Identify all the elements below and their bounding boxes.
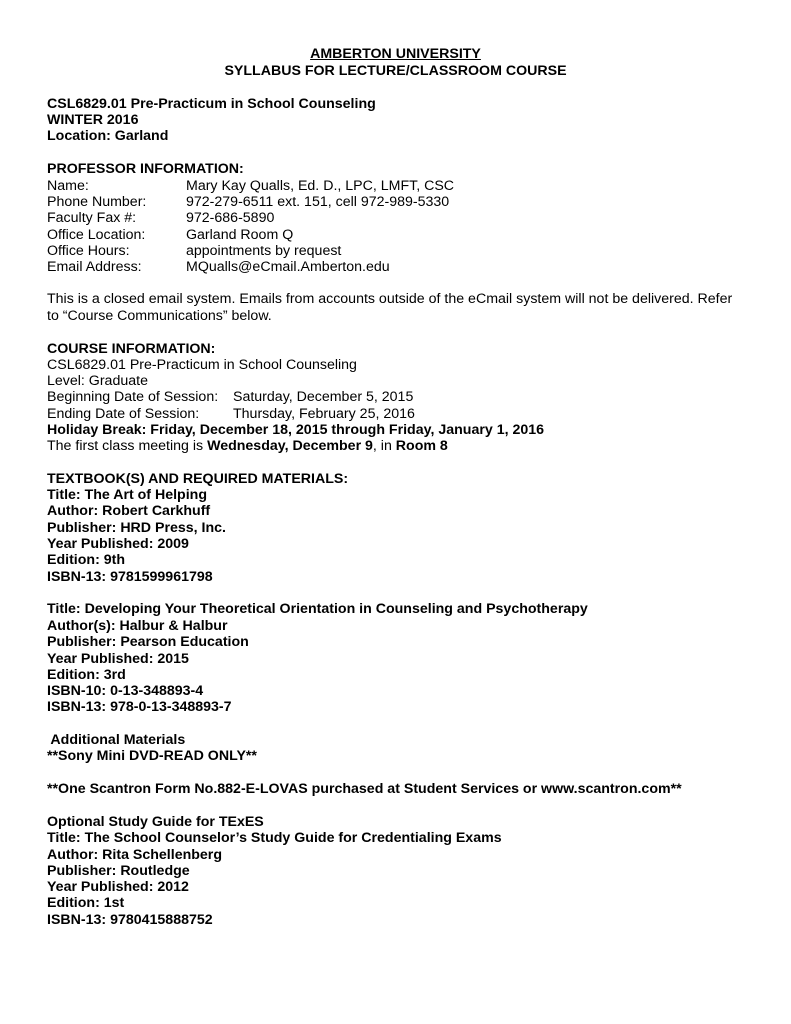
professor-row [47, 227, 293, 243]
book2-line: Publisher: Pearson Education [47, 634, 249, 650]
optional-guide-line: Author: Rita Schellenberg [47, 847, 222, 863]
additional-materials-heading: Additional Materials [47, 732, 186, 748]
course-begin-date [47, 389, 413, 405]
course-code-name: CSL6829.01 Pre-Practicum in School Counseling [47, 96, 376, 112]
course-location: Location: Garland [47, 128, 169, 144]
course-info-course: CSL6829.01 Pre-Practicum in School Counseling [47, 357, 357, 373]
book2-line: Title: Developing Your Theoretical Orientation in Counseling and Psychotherapy [47, 601, 588, 617]
book1-line: Author: Robert Carkhuff [47, 503, 211, 519]
professor-row-value: Mary Kay Qualls, Ed. D., LPC, LMFT, CSC [186, 178, 455, 194]
professor-row-label: Office Location: [47, 227, 146, 243]
professor-row-label: Email Address: [47, 259, 142, 275]
professor-row-value: Garland Room Q [186, 227, 294, 243]
first-class-date: Wednesday, December 9 [207, 438, 373, 454]
university-name: AMBERTON UNIVERSITY [310, 46, 481, 62]
course-end-date [47, 406, 415, 422]
first-class-prefix: The first class meeting is [47, 438, 208, 454]
professor-row-label: Office Hours: [47, 243, 130, 259]
optional-guide-line: ISBN-13: 9780415888752 [47, 912, 213, 928]
professor-row-value: 972-686-5890 [186, 210, 275, 226]
course-info-heading: COURSE INFORMATION: [47, 341, 216, 357]
optional-guide-line: Publisher: Routledge [47, 863, 190, 879]
professor-row-value: appointments by request [186, 243, 342, 259]
begin-date-value: Saturday, December 5, 2015 [233, 389, 414, 405]
optional-guide-line: Edition: 1st [47, 895, 125, 911]
holiday-break: Holiday Break: Friday, December 18, 2015 through Friday, January 1, 2016 [47, 422, 545, 438]
book2-line: ISBN-10: 0-13-348893-4 [47, 683, 204, 699]
optional-guide-line: Year Published: 2012 [47, 879, 189, 895]
professor-row [47, 194, 449, 210]
syllabus-title: SYLLABUS FOR LECTURE/CLASSROOM COURSE [224, 63, 567, 79]
book1-line: Year Published: 2009 [47, 536, 189, 552]
email-note-line: to “Course Communications” below. [47, 308, 272, 324]
book2-line: Author(s): Halbur & Halbur [47, 618, 228, 634]
optional-guide-line: Title: The School Counselor’s Study Guide for Credentialing Exams [47, 830, 502, 846]
first-class-mid: , in [372, 438, 396, 454]
professor-row-label: Phone Number: [47, 194, 147, 210]
professor-row-value: 972-279-6511 ext. 151, cell 972-989-5330 [186, 194, 450, 210]
book1-line: Title: The Art of Helping [47, 487, 207, 503]
professor-heading: PROFESSOR INFORMATION: [47, 161, 244, 177]
textbooks-heading: TEXTBOOK(S) AND REQUIRED MATERIALS: [47, 471, 349, 487]
end-date-value: Thursday, February 25, 2016 [233, 406, 415, 422]
professor-row-value[interactable]: MQualls@eCmail.Amberton.edu [186, 259, 390, 275]
professor-row-label: Faculty Fax #: [47, 210, 137, 226]
professor-row [47, 259, 390, 275]
book2-line: Edition: 3rd [47, 667, 126, 683]
end-date-label: Ending Date of Session: [47, 406, 200, 422]
professor-row [47, 210, 274, 226]
professor-row [47, 243, 341, 259]
email-note-line: This is a closed email system. Emails from accounts outside of the eCmail system will not be delivered. Refer [47, 291, 733, 307]
book2-line: ISBN-13: 978-0-13-348893-7 [47, 699, 232, 715]
optional-guide-line: Optional Study Guide for TExES [47, 814, 264, 830]
first-class-meeting [47, 438, 448, 454]
book1-line: Publisher: HRD Press, Inc. [47, 520, 226, 536]
course-info-level: Level: Graduate [47, 373, 148, 389]
professor-row [47, 178, 454, 194]
first-class-room: Room 8 [395, 438, 448, 454]
scantron-note: **One Scantron Form No.882-E-LOVAS purchased at Student Services or www.scantron.com** [47, 781, 682, 797]
book2-line: Year Published: 2015 [47, 651, 189, 667]
book1-line: ISBN-13: 9781599961798 [47, 569, 213, 585]
book1-line: Edition: 9th [47, 552, 126, 568]
course-term: WINTER 2016 [47, 112, 139, 128]
begin-date-label: Beginning Date of Session: [47, 389, 219, 405]
professor-row-label: Name: [47, 178, 89, 194]
additional-materials-item: **Sony Mini DVD-READ ONLY** [47, 748, 257, 764]
